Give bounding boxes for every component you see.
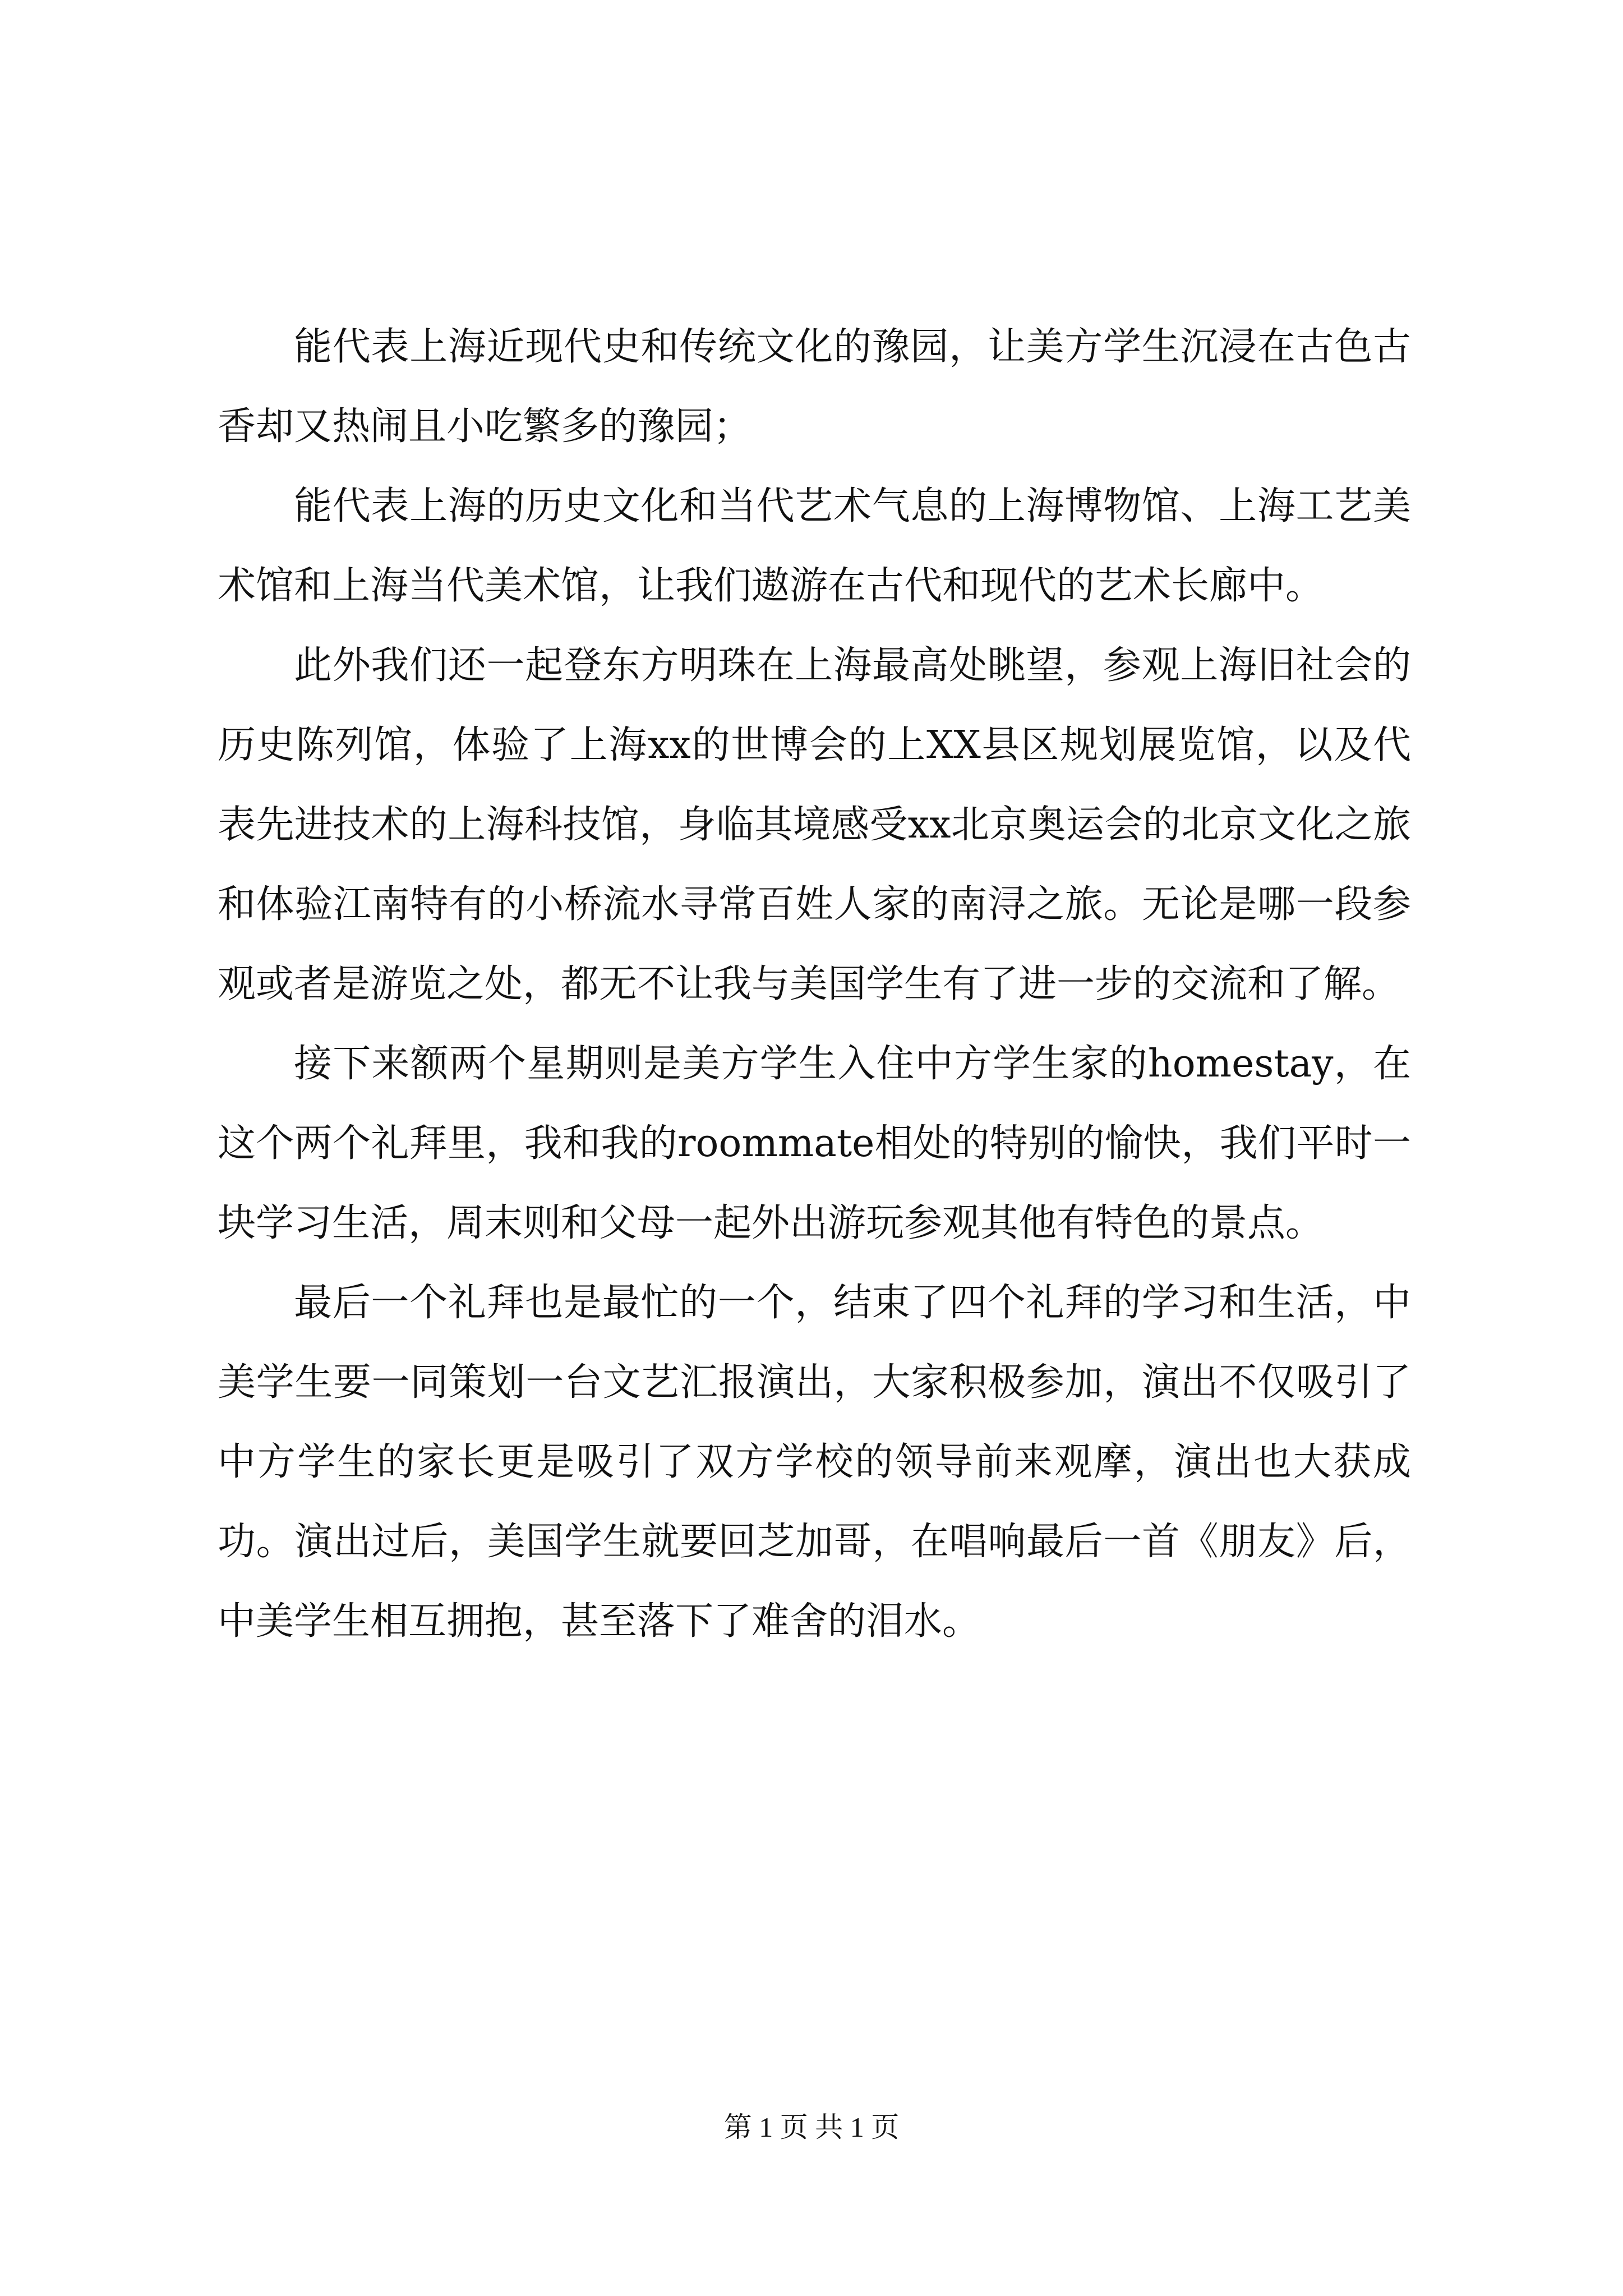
document-body — [218, 307, 1411, 1662]
paragraph-museums: 能代表上海的历史文化和当代艺术气息的上海博物馆、上海工艺美术馆和上海当代美术馆，让我们遨游在古代和现代的艺术长廊中。 — [218, 484, 1411, 608]
paragraph-yuyuan: 能代表上海近现代史和传统文化的豫园，让美方学生沉浸在古色古香却又热闹且小吃繁多的豫园； — [218, 325, 1411, 449]
paragraph-homestay: 接下来额两个星期则是美方学生入住中方学生家的homestay，在这个两个礼拜里，我和我的roommate相处的特别的愉快，我们平时一块学习生活，周末则和父母一起外出游玩参观其他有特色的景点。 — [218, 1042, 1411, 1245]
paragraph-sightseeing: 此外我们还一起登东方明珠在上海最高处眺望，参观上海旧社会的历史陈列馆，体验了上海xx的世博会的上XX县区规划展览馆，以及代表先进技术的上海科技馆，身临其境感受xx北京奥运会的北京文化之旅和体验江南特有的小桥流水寻常百姓人家的南浔之旅。无论是哪一段参观或者是游览之处，都无不让我与美国学生有了进一步的交流和了解。 — [218, 643, 1411, 1006]
page-footer: 第 1 页 共 1 页 — [723, 2111, 900, 2143]
paragraph-farewell-performance: 最后一个礼拜也是最忙的一个，结束了四个礼拜的学习和生活，中美学生要一同策划一台文艺汇报演出，大家积极参加，演出不仅吸引了中方学生的家长更是吸引了双方学校的领导前来观摩，演出也大获成功。演出过后，美国学生就要回芝加哥，在唱响最后一首《朋友》后，中美学生相互拥抱，甚至落下了难舍的泪水。 — [218, 1281, 1411, 1644]
